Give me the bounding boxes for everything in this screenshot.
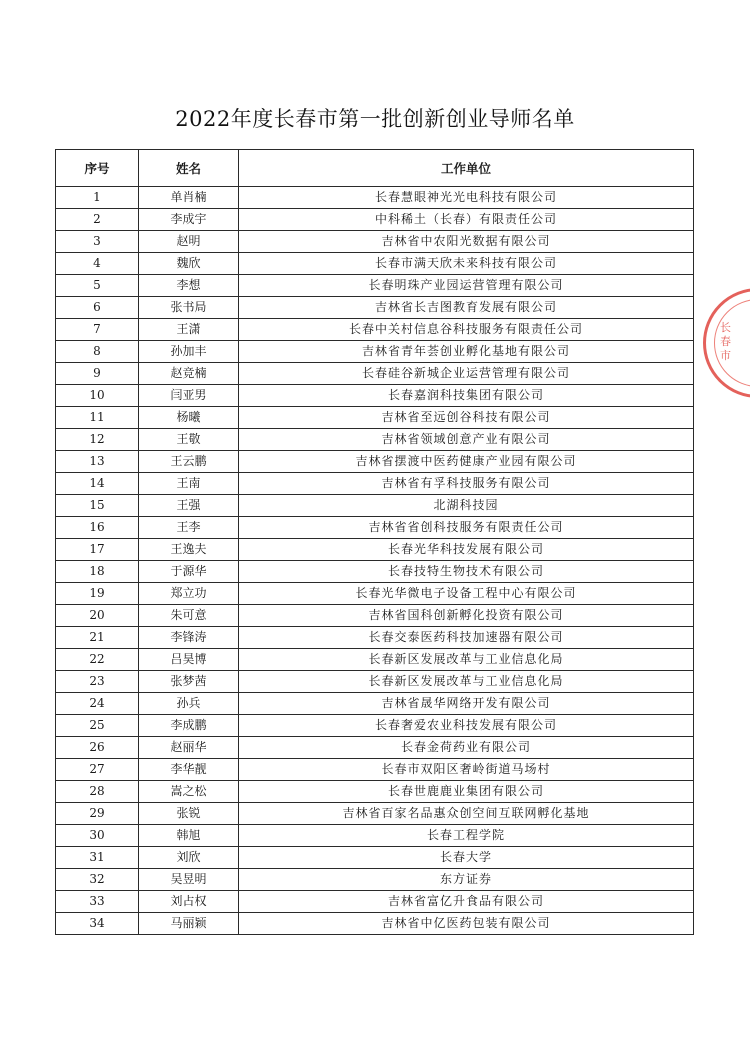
unit-cell: 吉林省长吉图教育发展有限公司 <box>239 297 694 319</box>
unit-cell: 长春慧眼神光光电科技有限公司 <box>239 187 694 209</box>
table-row <box>56 385 694 407</box>
table-header-row <box>56 150 694 187</box>
table-row <box>56 253 694 275</box>
name-cell: 王李 <box>139 517 239 539</box>
table-row <box>56 539 694 561</box>
unit-cell: 吉林省中农阳光数据有限公司 <box>239 231 694 253</box>
unit-cell: 长春世鹿鹿业集团有限公司 <box>239 781 694 803</box>
table-body <box>56 187 694 935</box>
seq-cell: 28 <box>56 781 139 803</box>
header-unit: 工作单位 <box>239 150 694 187</box>
seq-cell: 25 <box>56 715 139 737</box>
unit-cell: 吉林省摆渡中医药健康产业园有限公司 <box>239 451 694 473</box>
name-cell: 李锋涛 <box>139 627 239 649</box>
table-row <box>56 341 694 363</box>
seq-cell: 18 <box>56 561 139 583</box>
seal-text: 长春市 <box>720 321 731 362</box>
table-row <box>56 231 694 253</box>
name-cell: 于源华 <box>139 561 239 583</box>
name-cell: 孙兵 <box>139 693 239 715</box>
seq-cell: 13 <box>56 451 139 473</box>
name-cell: 赵明 <box>139 231 239 253</box>
table-row <box>56 737 694 759</box>
header-name: 姓名 <box>139 150 239 187</box>
table-row <box>56 297 694 319</box>
name-cell: 魏欣 <box>139 253 239 275</box>
unit-cell: 中科稀土（长春）有限责任公司 <box>239 209 694 231</box>
table-row <box>56 693 694 715</box>
seq-cell: 8 <box>56 341 139 363</box>
name-cell: 王潇 <box>139 319 239 341</box>
table-row <box>56 803 694 825</box>
seq-cell: 27 <box>56 759 139 781</box>
seq-cell: 26 <box>56 737 139 759</box>
unit-cell: 长春嘉润科技集团有限公司 <box>239 385 694 407</box>
name-cell: 韩旭 <box>139 825 239 847</box>
name-cell: 李华靓 <box>139 759 239 781</box>
table-row <box>56 781 694 803</box>
unit-cell: 北湖科技园 <box>239 495 694 517</box>
table-row <box>56 759 694 781</box>
name-cell: 朱可意 <box>139 605 239 627</box>
table-row <box>56 473 694 495</box>
document-title: 2022年度长春市第一批创新创业导师名单 <box>175 107 575 131</box>
unit-cell: 吉林省百家名品惠众创空间互联网孵化基地 <box>239 803 694 825</box>
name-cell: 李成鹏 <box>139 715 239 737</box>
name-cell: 闫亚男 <box>139 385 239 407</box>
seq-cell: 2 <box>56 209 139 231</box>
seq-cell: 5 <box>56 275 139 297</box>
header-seq: 序号 <box>56 150 139 187</box>
table-row <box>56 715 694 737</box>
seq-cell: 23 <box>56 671 139 693</box>
name-cell: 王敬 <box>139 429 239 451</box>
unit-cell: 吉林省中亿医药包装有限公司 <box>239 913 694 935</box>
table-row <box>56 407 694 429</box>
unit-cell: 吉林省国科创新孵化投资有限公司 <box>239 605 694 627</box>
name-cell: 王强 <box>139 495 239 517</box>
name-cell: 马丽颖 <box>139 913 239 935</box>
table-row <box>56 275 694 297</box>
name-cell: 赵丽华 <box>139 737 239 759</box>
unit-cell: 吉林省富亿升食品有限公司 <box>239 891 694 913</box>
seq-cell: 31 <box>56 847 139 869</box>
table-row <box>56 583 694 605</box>
official-seal <box>703 288 750 398</box>
seq-cell: 17 <box>56 539 139 561</box>
name-cell: 刘占权 <box>139 891 239 913</box>
name-cell: 吕昊博 <box>139 649 239 671</box>
table-row <box>56 891 694 913</box>
seq-cell: 30 <box>56 825 139 847</box>
table-row <box>56 495 694 517</box>
seq-cell: 11 <box>56 407 139 429</box>
name-cell: 王南 <box>139 473 239 495</box>
unit-cell: 长春明珠产业园运营管理有限公司 <box>239 275 694 297</box>
table-row <box>56 517 694 539</box>
unit-cell: 长春奢爱农业科技发展有限公司 <box>239 715 694 737</box>
unit-cell: 长春光华微电子设备工程中心有限公司 <box>239 583 694 605</box>
unit-cell: 长春金荷药业有限公司 <box>239 737 694 759</box>
table-row <box>56 671 694 693</box>
table-row <box>56 627 694 649</box>
table-row <box>56 319 694 341</box>
seq-cell: 9 <box>56 363 139 385</box>
table-row <box>56 825 694 847</box>
table-row <box>56 209 694 231</box>
unit-cell: 长春工程学院 <box>239 825 694 847</box>
unit-cell: 吉林省领域创意产业有限公司 <box>239 429 694 451</box>
table-row <box>56 847 694 869</box>
name-cell: 刘欣 <box>139 847 239 869</box>
seq-cell: 21 <box>56 627 139 649</box>
name-cell: 嵩之松 <box>139 781 239 803</box>
unit-cell: 吉林省青年荟创业孵化基地有限公司 <box>239 341 694 363</box>
seq-cell: 7 <box>56 319 139 341</box>
unit-cell: 长春新区发展改革与工业信息化局 <box>239 671 694 693</box>
seq-cell: 15 <box>56 495 139 517</box>
seq-cell: 32 <box>56 869 139 891</box>
seq-cell: 19 <box>56 583 139 605</box>
name-cell: 郑立功 <box>139 583 239 605</box>
table-row <box>56 649 694 671</box>
unit-cell: 吉林省至远创谷科技有限公司 <box>239 407 694 429</box>
unit-cell: 长春技特生物技术有限公司 <box>239 561 694 583</box>
unit-cell: 长春交泰医药科技加速器有限公司 <box>239 627 694 649</box>
table-row <box>56 187 694 209</box>
table-row <box>56 363 694 385</box>
seq-cell: 3 <box>56 231 139 253</box>
unit-cell: 长春中关村信息谷科技服务有限责任公司 <box>239 319 694 341</box>
unit-cell: 长春市满天欣未来科技有限公司 <box>239 253 694 275</box>
seq-cell: 14 <box>56 473 139 495</box>
name-cell: 张梦茜 <box>139 671 239 693</box>
name-cell: 孙加丰 <box>139 341 239 363</box>
unit-cell: 长春光华科技发展有限公司 <box>239 539 694 561</box>
unit-cell: 吉林省省创科技服务有限责任公司 <box>239 517 694 539</box>
unit-cell: 长春市双阳区奢岭街道马场村 <box>239 759 694 781</box>
name-cell: 赵竞楠 <box>139 363 239 385</box>
unit-cell: 长春硅谷新城企业运营管理有限公司 <box>239 363 694 385</box>
table-row <box>56 605 694 627</box>
name-cell: 王云鹏 <box>139 451 239 473</box>
seq-cell: 4 <box>56 253 139 275</box>
seq-cell: 22 <box>56 649 139 671</box>
name-cell: 李成宇 <box>139 209 239 231</box>
table-row <box>56 869 694 891</box>
seq-cell: 20 <box>56 605 139 627</box>
name-cell: 单肖楠 <box>139 187 239 209</box>
seq-cell: 10 <box>56 385 139 407</box>
name-cell: 李想 <box>139 275 239 297</box>
seq-cell: 33 <box>56 891 139 913</box>
unit-cell: 东方证券 <box>239 869 694 891</box>
seq-cell: 6 <box>56 297 139 319</box>
seq-cell: 34 <box>56 913 139 935</box>
seq-cell: 1 <box>56 187 139 209</box>
name-cell: 张锐 <box>139 803 239 825</box>
unit-cell: 长春大学 <box>239 847 694 869</box>
seq-cell: 24 <box>56 693 139 715</box>
table-row <box>56 451 694 473</box>
unit-cell: 长春新区发展改革与工业信息化局 <box>239 649 694 671</box>
unit-cell: 吉林省有孚科技服务有限公司 <box>239 473 694 495</box>
name-cell: 吴昱明 <box>139 869 239 891</box>
name-cell: 杨曦 <box>139 407 239 429</box>
seq-cell: 12 <box>56 429 139 451</box>
seq-cell: 29 <box>56 803 139 825</box>
mentor-list-table <box>55 149 694 935</box>
name-cell: 张书局 <box>139 297 239 319</box>
unit-cell: 吉林省晟华网络开发有限公司 <box>239 693 694 715</box>
table-row <box>56 429 694 451</box>
seq-cell: 16 <box>56 517 139 539</box>
table-row <box>56 913 694 935</box>
table-row <box>56 561 694 583</box>
name-cell: 王逸夫 <box>139 539 239 561</box>
